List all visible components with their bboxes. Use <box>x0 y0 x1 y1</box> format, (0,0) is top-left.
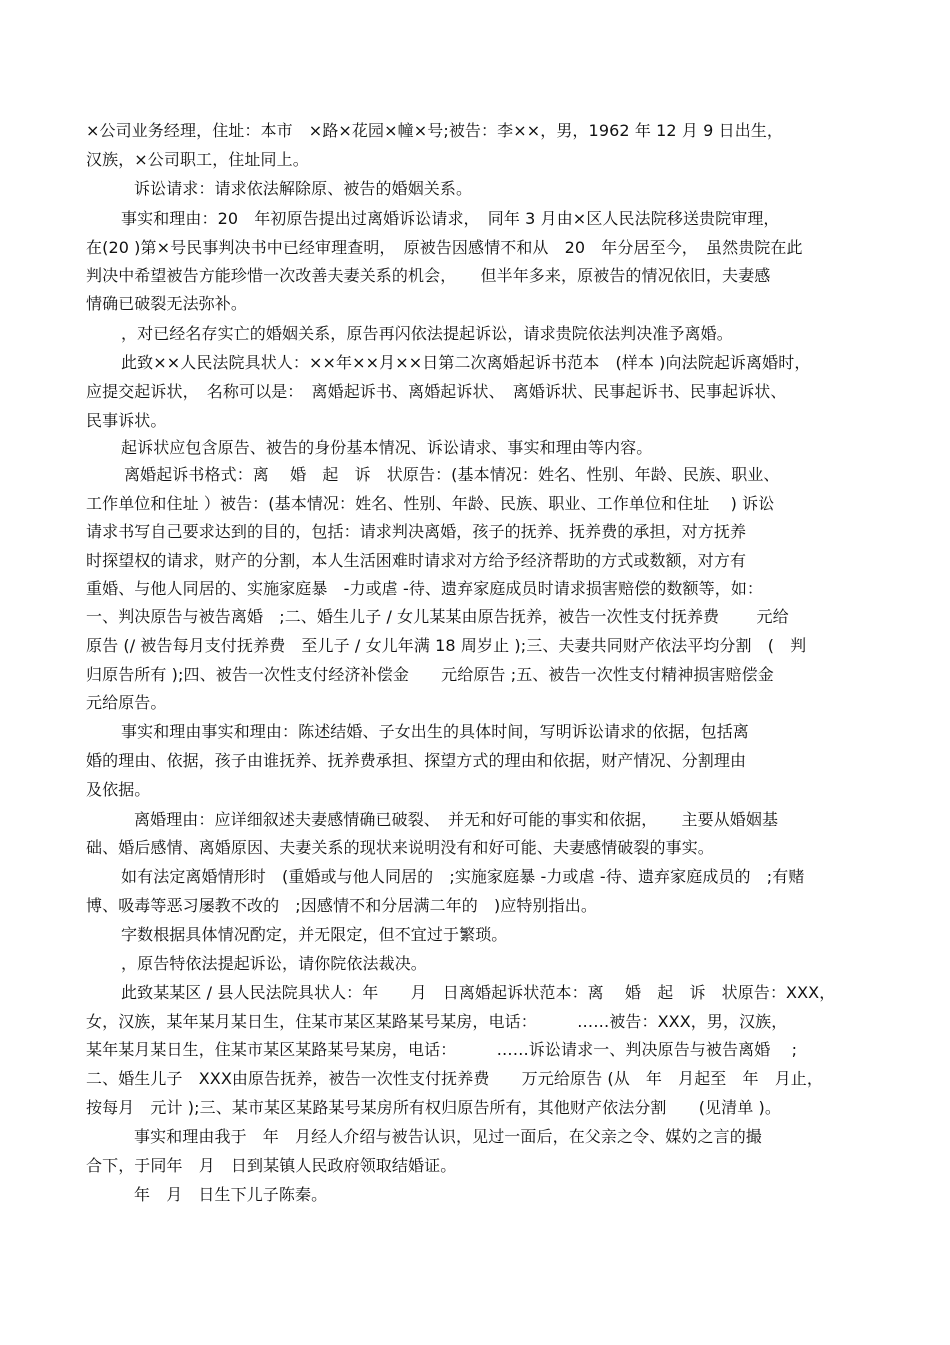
text-line: 一、判决原告与被告离婚 ;二、婚生儿子 / 女儿某某由原告抚养，被告一次性支付抚养费 元给 <box>86 607 789 626</box>
text-line: 事实和理由：20 年初原告提出过离婚诉讼请求， 同年 3 月由×区人民法院移送贵院审理， <box>121 209 780 228</box>
text-line: 及依据。 <box>86 780 151 799</box>
text-line: 离婚理由：应详细叙述夫妻感情确已破裂、 并无和好可能的事实和依据， 主要从婚姻基 <box>134 810 779 829</box>
text-line: 事实和理由我于 年 月经人介绍与被告认识，见过一面后，在父亲之令、媒妁之言的撮 <box>134 1127 762 1146</box>
text-line: ，对已经名存实亡的婚姻关系，原告再闪依法提起诉讼，请求贵院依法判决准予离婚。 <box>121 324 733 343</box>
text-line: ，原告特依法提起诉讼，请你院依法裁决。 <box>121 954 427 973</box>
text-line: 如有法定离婚情形时 (重婚或与他人同居的 ;实施家庭暴 -力或虐 -待、遗弃家庭成员的 ;有赌 <box>121 867 805 886</box>
text-line: 础、婚后感情、离婚原因、夫妻关系的现状来说明没有和好可能、夫妻感情破裂的事实。 <box>86 838 714 857</box>
text-line: 婚的理由、依据，孩子由谁抚养、抚养费承担、探望方式的理由和依据，财产情况、分割理由 <box>86 751 747 770</box>
text-line: 工作单位和住址 ）被告：(基本情况：姓名、性别、年龄、民族、职业、工作单位和住址 ) 诉讼 <box>86 494 775 513</box>
text-line: 判决中希望被告方能珍惜一次改善夫妻关系的机会， 但半年多来，原被告的情况依旧，夫妻感 <box>86 266 771 285</box>
text-line: 此致某某区 / 县人民法院具状人：年 月 日离婚起诉状范本：离 婚 起 诉 状原告：XXX， <box>121 983 836 1002</box>
text-line: 年 月 日生下儿子陈秦。 <box>134 1185 328 1204</box>
text-line: 民事诉状。 <box>86 411 167 430</box>
text-line: 此致××人民法院具状人：××年××月××日第二次离婚起诉书范本 (样本 )向法院起诉离婚时， <box>121 353 811 372</box>
text-line: 诉讼请求：请求依法解除原、被告的婚姻关系。 <box>134 179 473 198</box>
text-line: 起诉状应包含原告、被告的身份基本情况、诉讼请求、事实和理由等内容。 <box>121 438 653 457</box>
text-line: 元给原告。 <box>86 693 167 712</box>
text-line: 按每月 元计 );三、某市某区某路某号某房所有权归原告所有，其他财产依法分割 (见清单 )。 <box>86 1098 781 1117</box>
text-line: ×公司业务经理，住址：本市 ×路×花园×幢×号;被告：李××，男，1962 年 12 月 9 日出生， <box>86 121 784 140</box>
text-line: 博、吸毒等恶习屡教不改的 ;因感情不和分居满二年的 )应特别指出。 <box>86 896 597 915</box>
text-line: 原告 (/ 被告每月支付抚养费 至儿子 / 女儿年满 18 周岁止 );三、夫妻共同财产依法平均分割 ( 判 <box>86 636 807 655</box>
text-line: 请求书写自己要求达到的目的，包括：请求判决离婚，孩子的抚养、抚养费的承担，对方抚养 <box>86 522 747 541</box>
text-line: 字数根据具体情况酌定，并无限定，但不宜过于繁琐。 <box>121 925 508 944</box>
text-line: 时探望权的请求，财产的分割，本人生活困难时请求对方给予经济帮助的方式或数额，对方有 <box>86 551 747 570</box>
text-line: 汉族，×公司职工，住址同上。 <box>86 150 309 169</box>
text-line: 归原告所有 );四、被告一次性支付经济补偿金 元给原告 ;五、被告一次性支付精神损害赔偿金 <box>86 665 774 684</box>
text-line: 二、婚生儿子 XXX由原告抚养，被告一次性支付抚养费 万元给原告 (从 年 月起至 年 月止， <box>86 1069 824 1088</box>
text-line: 在(20 )第×号民事判决书中已经审理查明， 原被告因感情不和从 20 年分居至今， 虽然贵院在此 <box>86 238 803 257</box>
text-line: 事实和理由事实和理由：陈述结婚、子女出生的具体时间，写明诉讼请求的依据，包括离 <box>121 722 749 741</box>
text-line: 某年某月某日生，住某市某区某路某号某房，电话： ……诉讼请求一、判决原告与被告离婚 ; <box>86 1040 798 1059</box>
text-line: 情确已破裂无法弥补。 <box>86 294 248 313</box>
text-line: 重婚、与他人同居的、实施家庭暴 -力或虐 -待、遗弃家庭成员时请求损害赔偿的数额等，如： <box>86 579 764 598</box>
text-line: 应提交起诉状， 名称可以是： 离婚起诉书、离婚起诉状、 离婚诉状、民事起诉书、民事起诉状、 <box>86 382 787 401</box>
text-line: 离婚起诉书格式：离 婚 起 诉 状原告：(基本情况：姓名、性别、年龄、民族、职业、 <box>124 465 780 484</box>
text-line: 合下，于同年 月 日到某镇人民政府领取结婚证。 <box>86 1156 457 1175</box>
text-line: 女，汉族，某年某月某日生，住某市某区某路某号某房，电话： ……被告：XXX，男，汉族， <box>86 1012 788 1031</box>
